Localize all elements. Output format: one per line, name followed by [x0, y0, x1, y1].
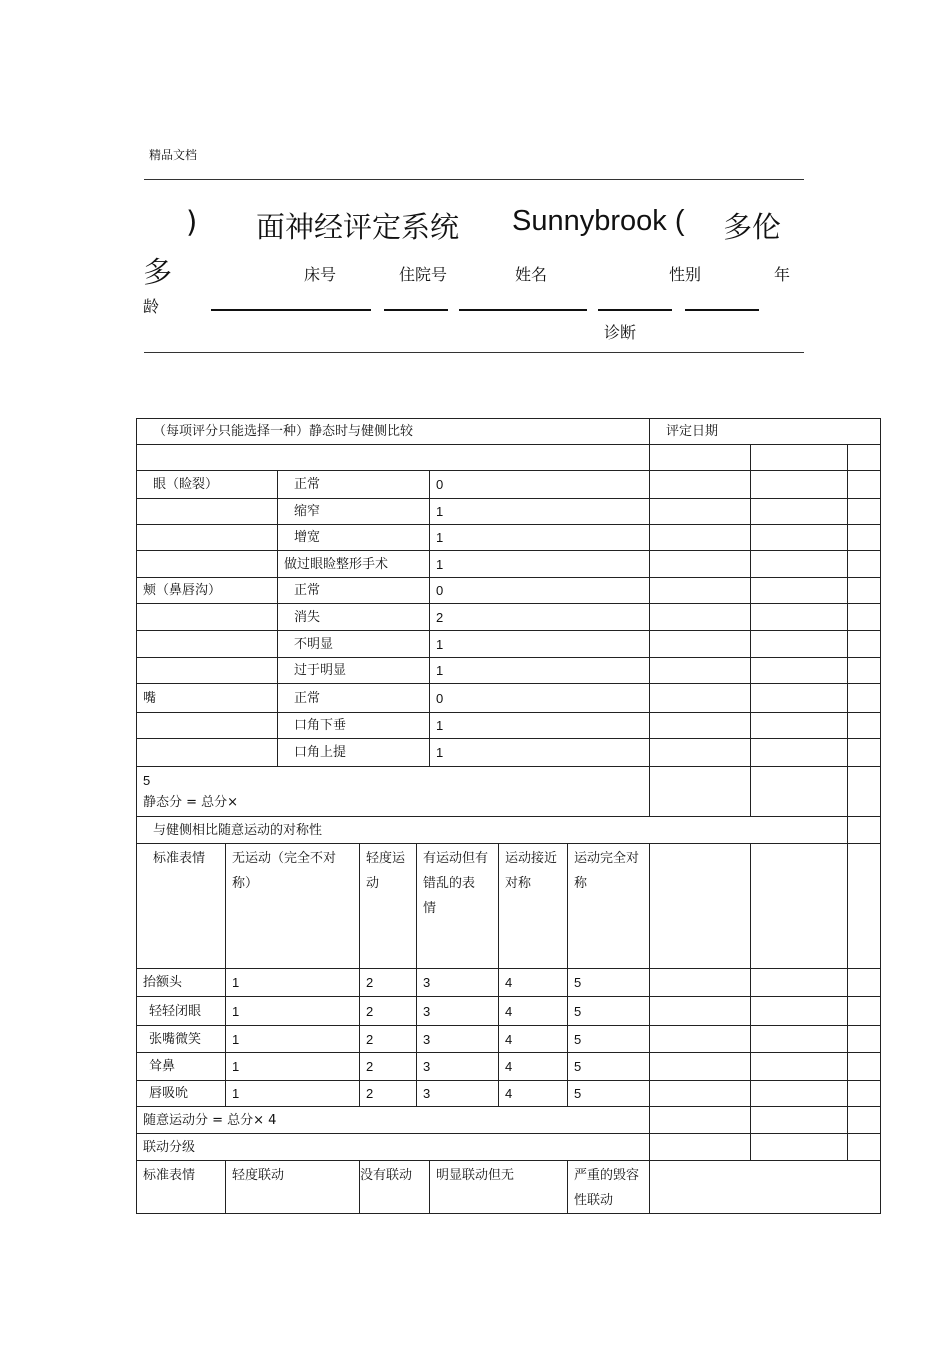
vol-score: 5: [568, 997, 650, 1026]
eval-cell[interactable]: [650, 1107, 751, 1134]
vol-header-slight: 轻度运动: [360, 844, 417, 969]
vol-score: 1: [226, 997, 360, 1026]
static-item: 口角上提: [278, 739, 430, 767]
eval-cell[interactable]: [751, 578, 848, 604]
eval-cell[interactable]: [650, 1026, 751, 1053]
eval-cell[interactable]: [650, 1134, 751, 1161]
static-score: 0: [430, 578, 650, 604]
eval-cell[interactable]: [848, 578, 881, 604]
eval-cell[interactable]: [650, 739, 751, 767]
eval-date-label: 评定日期: [650, 419, 881, 445]
vol-header-disordered: 有运动但有错乱的表 情: [417, 844, 499, 969]
vol-score: 2: [360, 1053, 417, 1081]
eval-cell[interactable]: [848, 713, 881, 739]
vol-expression: 轻轻闭眼: [137, 997, 226, 1026]
static-region: 颊（鼻唇沟）: [137, 578, 278, 604]
vol-header-expression: 标准表情: [137, 844, 226, 969]
eval-cell[interactable]: [751, 739, 848, 767]
vol-score: 3: [417, 997, 499, 1026]
eval-cell[interactable]: [650, 1053, 751, 1081]
eval-cell[interactable]: [650, 1081, 751, 1107]
static-row: [137, 658, 881, 684]
vol-score: 5: [568, 1053, 650, 1081]
synk-header-expression: 标准表情: [137, 1161, 226, 1214]
vol-score: 5: [568, 1081, 650, 1107]
vol-expression: 唇吸吮: [137, 1081, 226, 1107]
static-score-label: 静态分 = 总分×: [143, 794, 239, 810]
eval-cell[interactable]: [650, 631, 751, 658]
synk-header-none: 没有联动: [360, 1161, 430, 1214]
eval-cell[interactable]: [751, 1134, 848, 1161]
static-score: 1: [430, 551, 650, 578]
vol-score: 1: [226, 1053, 360, 1081]
voluntary-row: [137, 1053, 881, 1081]
vol-score: 4: [499, 1026, 568, 1053]
eval-cell[interactable]: [751, 713, 848, 739]
vol-expression: 抬额头: [137, 969, 226, 997]
static-score: 1: [430, 525, 650, 551]
static-row: [137, 713, 881, 739]
static-item: 过于明显: [278, 658, 430, 684]
eval-cell[interactable]: [751, 604, 848, 631]
vol-score: 3: [417, 1026, 499, 1053]
static-score-number: 5: [143, 772, 151, 788]
eval-cell[interactable]: [650, 578, 751, 604]
static-score: 1: [430, 631, 650, 658]
vol-score: 1: [226, 1026, 360, 1053]
vol-score: 4: [499, 969, 568, 997]
vol-score: 1: [226, 969, 360, 997]
static-row: [137, 684, 881, 713]
synkinesis-header-row: [137, 1161, 881, 1214]
static-region: 嘴: [137, 684, 278, 713]
eval-cell[interactable]: [650, 713, 751, 739]
vol-score: 2: [360, 969, 417, 997]
eval-cell[interactable]: [650, 844, 751, 969]
static-item: 消失: [278, 604, 430, 631]
eval-cell[interactable]: [848, 551, 881, 578]
vol-header-near-symmetric: 运动接近对称: [499, 844, 568, 969]
vol-score: 4: [499, 1081, 568, 1107]
static-header-note: （每项评分只能选择一种）静态时与健侧比较: [137, 419, 650, 445]
eval-cell[interactable]: [848, 997, 881, 1026]
vol-score: 1: [226, 1081, 360, 1107]
vol-score: 3: [417, 1053, 499, 1081]
static-item: 正常: [278, 578, 430, 604]
eval-cell[interactable]: [650, 604, 751, 631]
eval-cell[interactable]: [751, 1026, 848, 1053]
field-diagnosis-label: 诊断: [604, 323, 637, 342]
eval-cell[interactable]: [751, 767, 848, 817]
eval-cell[interactable]: [650, 997, 751, 1026]
eval-cell[interactable]: [650, 499, 751, 525]
vol-score: 2: [360, 997, 417, 1026]
static-item: 增宽: [278, 525, 430, 551]
eval-cell[interactable]: [848, 844, 881, 969]
eval-cell[interactable]: [650, 684, 751, 713]
eval-cell[interactable]: [751, 1107, 848, 1134]
static-region: 眼（睑裂）: [137, 471, 278, 499]
eval-cell[interactable]: [751, 499, 848, 525]
voluntary-header-row: [137, 844, 881, 969]
hospital-no-underline[interactable]: [384, 309, 448, 311]
static-score-cell: [137, 767, 650, 817]
synkinesis-title: 联动分级: [137, 1134, 650, 1161]
synk-header-severe: 严重的毁容性联动: [568, 1161, 650, 1214]
static-score: 1: [430, 713, 650, 739]
title-sunnybrook: Sunnybrook (: [512, 205, 685, 237]
eval-cell[interactable]: [848, 499, 881, 525]
eval-cell[interactable]: [848, 1053, 881, 1081]
field-age-label-2: 龄: [143, 297, 160, 316]
eval-cell[interactable]: [751, 471, 848, 499]
eval-cell[interactable]: [751, 658, 848, 684]
static-item: 不明显: [278, 631, 430, 658]
vol-header-full-symmetric: 运动完全对称: [568, 844, 650, 969]
synk-header-slight: 轻度联动: [226, 1161, 360, 1214]
date-cell-1[interactable]: [650, 445, 751, 471]
eval-cell[interactable]: [650, 658, 751, 684]
vol-score: 5: [568, 969, 650, 997]
doc-header-label: 精品文档: [149, 148, 198, 162]
age-underline[interactable]: [685, 309, 759, 311]
static-row: [137, 739, 881, 767]
eval-cell[interactable]: [751, 684, 848, 713]
eval-cell[interactable]: [751, 997, 848, 1026]
vol-expression: 耸鼻: [137, 1053, 226, 1081]
title-paren: ): [186, 205, 198, 239]
eval-cell[interactable]: [848, 604, 881, 631]
eval-cell[interactable]: [751, 1053, 848, 1081]
eval-cell[interactable]: [751, 551, 848, 578]
fields-divider: [144, 352, 804, 353]
vol-score: 4: [499, 1053, 568, 1081]
eval-cell[interactable]: [848, 631, 881, 658]
eval-cell[interactable]: [650, 471, 751, 499]
eval-cell[interactable]: [848, 684, 881, 713]
voluntary-row: [137, 1081, 881, 1107]
eval-cell[interactable]: [848, 525, 881, 551]
eval-cell[interactable]: [751, 1081, 848, 1107]
vol-score: 3: [417, 969, 499, 997]
static-score: 1: [430, 658, 650, 684]
field-hospital-no-label: 住院号: [399, 265, 448, 284]
eval-cell[interactable]: [650, 969, 751, 997]
voluntary-row: [137, 969, 881, 997]
static-item: 做过眼睑整形手术: [278, 551, 430, 578]
static-row: [137, 578, 881, 604]
vol-score: 5: [568, 1026, 650, 1053]
header-divider: [144, 179, 804, 180]
voluntary-row: [137, 1026, 881, 1053]
bed-underline[interactable]: [211, 309, 371, 311]
eval-cell[interactable]: [751, 844, 848, 969]
static-row: [137, 604, 881, 631]
static-row: [137, 551, 881, 578]
voluntary-title: 与健侧相比随意运动的对称性: [137, 817, 848, 844]
eval-cell[interactable]: [848, 1134, 881, 1161]
static-row: [137, 499, 881, 525]
vol-score: 4: [499, 997, 568, 1026]
field-age-label-1: 年: [774, 265, 791, 284]
voluntary-score-label: 随意运动分 = 总分× 4: [137, 1107, 650, 1134]
date-cell-2[interactable]: [751, 445, 848, 471]
eval-cell[interactable]: [848, 1107, 881, 1134]
vol-header-no-movement: 无运动（完全不对称）: [226, 844, 360, 969]
static-item: 缩窄: [278, 499, 430, 525]
vol-score: 2: [360, 1081, 417, 1107]
date-cell-3[interactable]: [848, 445, 881, 471]
field-bed-label: 床号: [304, 265, 337, 284]
voluntary-row: [137, 997, 881, 1026]
eval-cell[interactable]: [751, 525, 848, 551]
static-item: 口角下垂: [278, 713, 430, 739]
eval-cell[interactable]: [751, 631, 848, 658]
static-score: 1: [430, 499, 650, 525]
static-row: [137, 631, 881, 658]
eval-cell[interactable]: [848, 471, 881, 499]
eval-cell[interactable]: [848, 767, 881, 817]
vol-score: 2: [360, 1026, 417, 1053]
static-score: 2: [430, 604, 650, 631]
field-sex-label: 性别: [669, 265, 702, 284]
vol-score: 3: [417, 1081, 499, 1107]
sex-underline[interactable]: [598, 309, 672, 311]
static-score: 1: [430, 739, 650, 767]
static-row: [137, 471, 881, 499]
eval-cell[interactable]: [751, 969, 848, 997]
eval-cell[interactable]: [650, 551, 751, 578]
eval-cell[interactable]: [650, 767, 751, 817]
static-item: 正常: [278, 471, 430, 499]
title-toronto-2: 多: [143, 255, 173, 289]
title-main: 面神经评定系统: [256, 210, 460, 244]
sunnybrook-table: [136, 418, 881, 1214]
vol-expression: 张嘴微笑: [137, 1026, 226, 1053]
static-row: [137, 525, 881, 551]
static-score: 0: [430, 471, 650, 499]
static-score: 0: [430, 684, 650, 713]
eval-cell[interactable]: [650, 525, 751, 551]
field-name-label: 姓名: [515, 265, 548, 284]
synk-header-obvious: 明显联动但无: [430, 1161, 568, 1214]
eval-cell[interactable]: [848, 658, 881, 684]
name-underline[interactable]: [459, 309, 587, 311]
eval-cell[interactable]: [848, 969, 881, 997]
eval-cell[interactable]: [848, 1081, 881, 1107]
title-toronto-1: 多伦: [723, 210, 782, 244]
eval-cell[interactable]: [848, 1026, 881, 1053]
eval-cell[interactable]: [848, 739, 881, 767]
static-item: 正常: [278, 684, 430, 713]
